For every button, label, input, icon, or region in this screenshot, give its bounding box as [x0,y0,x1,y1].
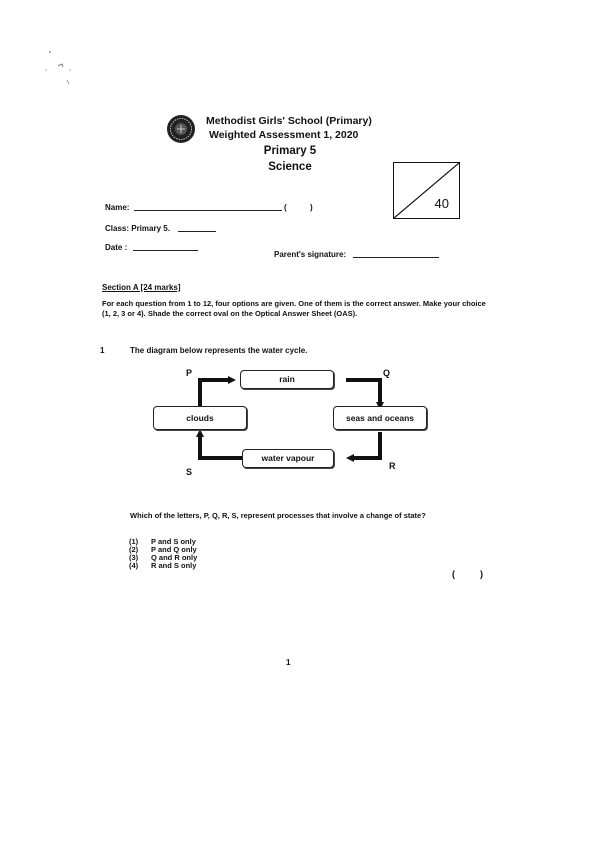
answer-paren-open: ( [452,569,455,579]
option-4-number: (4) [129,561,139,570]
question-prompt: Which of the letters, P, Q, R, S, represent processes that involve a change of state? [130,511,426,520]
class-field[interactable] [178,224,216,232]
option-3-text: Q and R only [151,553,198,562]
option-3-number: (3) [129,553,139,562]
parent-signature-field[interactable] [353,250,439,258]
score-diagonal [394,163,459,218]
name-paren-close: ) [310,203,313,212]
option-1-text: P and S only [151,537,196,546]
date-field[interactable] [133,243,198,251]
scan-marks [40,48,80,90]
option-1-number: (1) [129,537,139,546]
page-number: 1 [286,658,291,667]
score-total: 40 [434,196,449,211]
diagram-letter-q: Q [383,368,391,378]
diagram-letter-r: R [389,461,396,471]
option-2-number: (2) [129,545,139,554]
class-label: Class: Primary 5. [105,224,170,233]
diagram-letter-p: P [186,368,193,378]
answer-blank[interactable] [460,567,478,579]
diagram-box-water-vapour: water vapour [242,449,334,468]
option-4[interactable] [129,562,197,570]
name-label: Name: [105,203,130,212]
option-2-text: P and Q only [151,545,197,554]
school-logo [166,114,196,144]
score-box [393,162,460,219]
diagram-box-clouds: clouds [153,406,247,430]
diagram-letter-s: S [186,467,193,477]
question-stem: The diagram below represents the water cycle. [130,346,308,355]
date-label: Date : [105,243,128,252]
answer-paren-close: ) [480,569,483,579]
parent-signature-label: Parent's signature: [274,250,347,259]
options-list [129,538,197,570]
option-4-text: R and S only [151,561,197,570]
diagram-box-rain: rain [240,370,334,389]
assessment-title: Weighted Assessment 1, 2020 [209,129,359,141]
section-title: Section A [24 marks] [102,283,181,292]
name-field[interactable] [134,201,282,211]
level-title: Primary 5 [263,145,317,157]
subject-title: Science [268,161,312,173]
school-name: Methodist Girls' School (Primary) [206,115,372,127]
name-paren-open: ( [284,203,287,212]
question-number: 1 [100,346,105,355]
section-instructions: For each question from 1 to 12, four options are given. One of them is the correct answer. Make your choice (1, 2, 3 or 4). Shade the correct oval on the Optical Answer Sheet (OAS). [102,299,486,318]
diagram-box-seas: seas and oceans [333,406,427,430]
